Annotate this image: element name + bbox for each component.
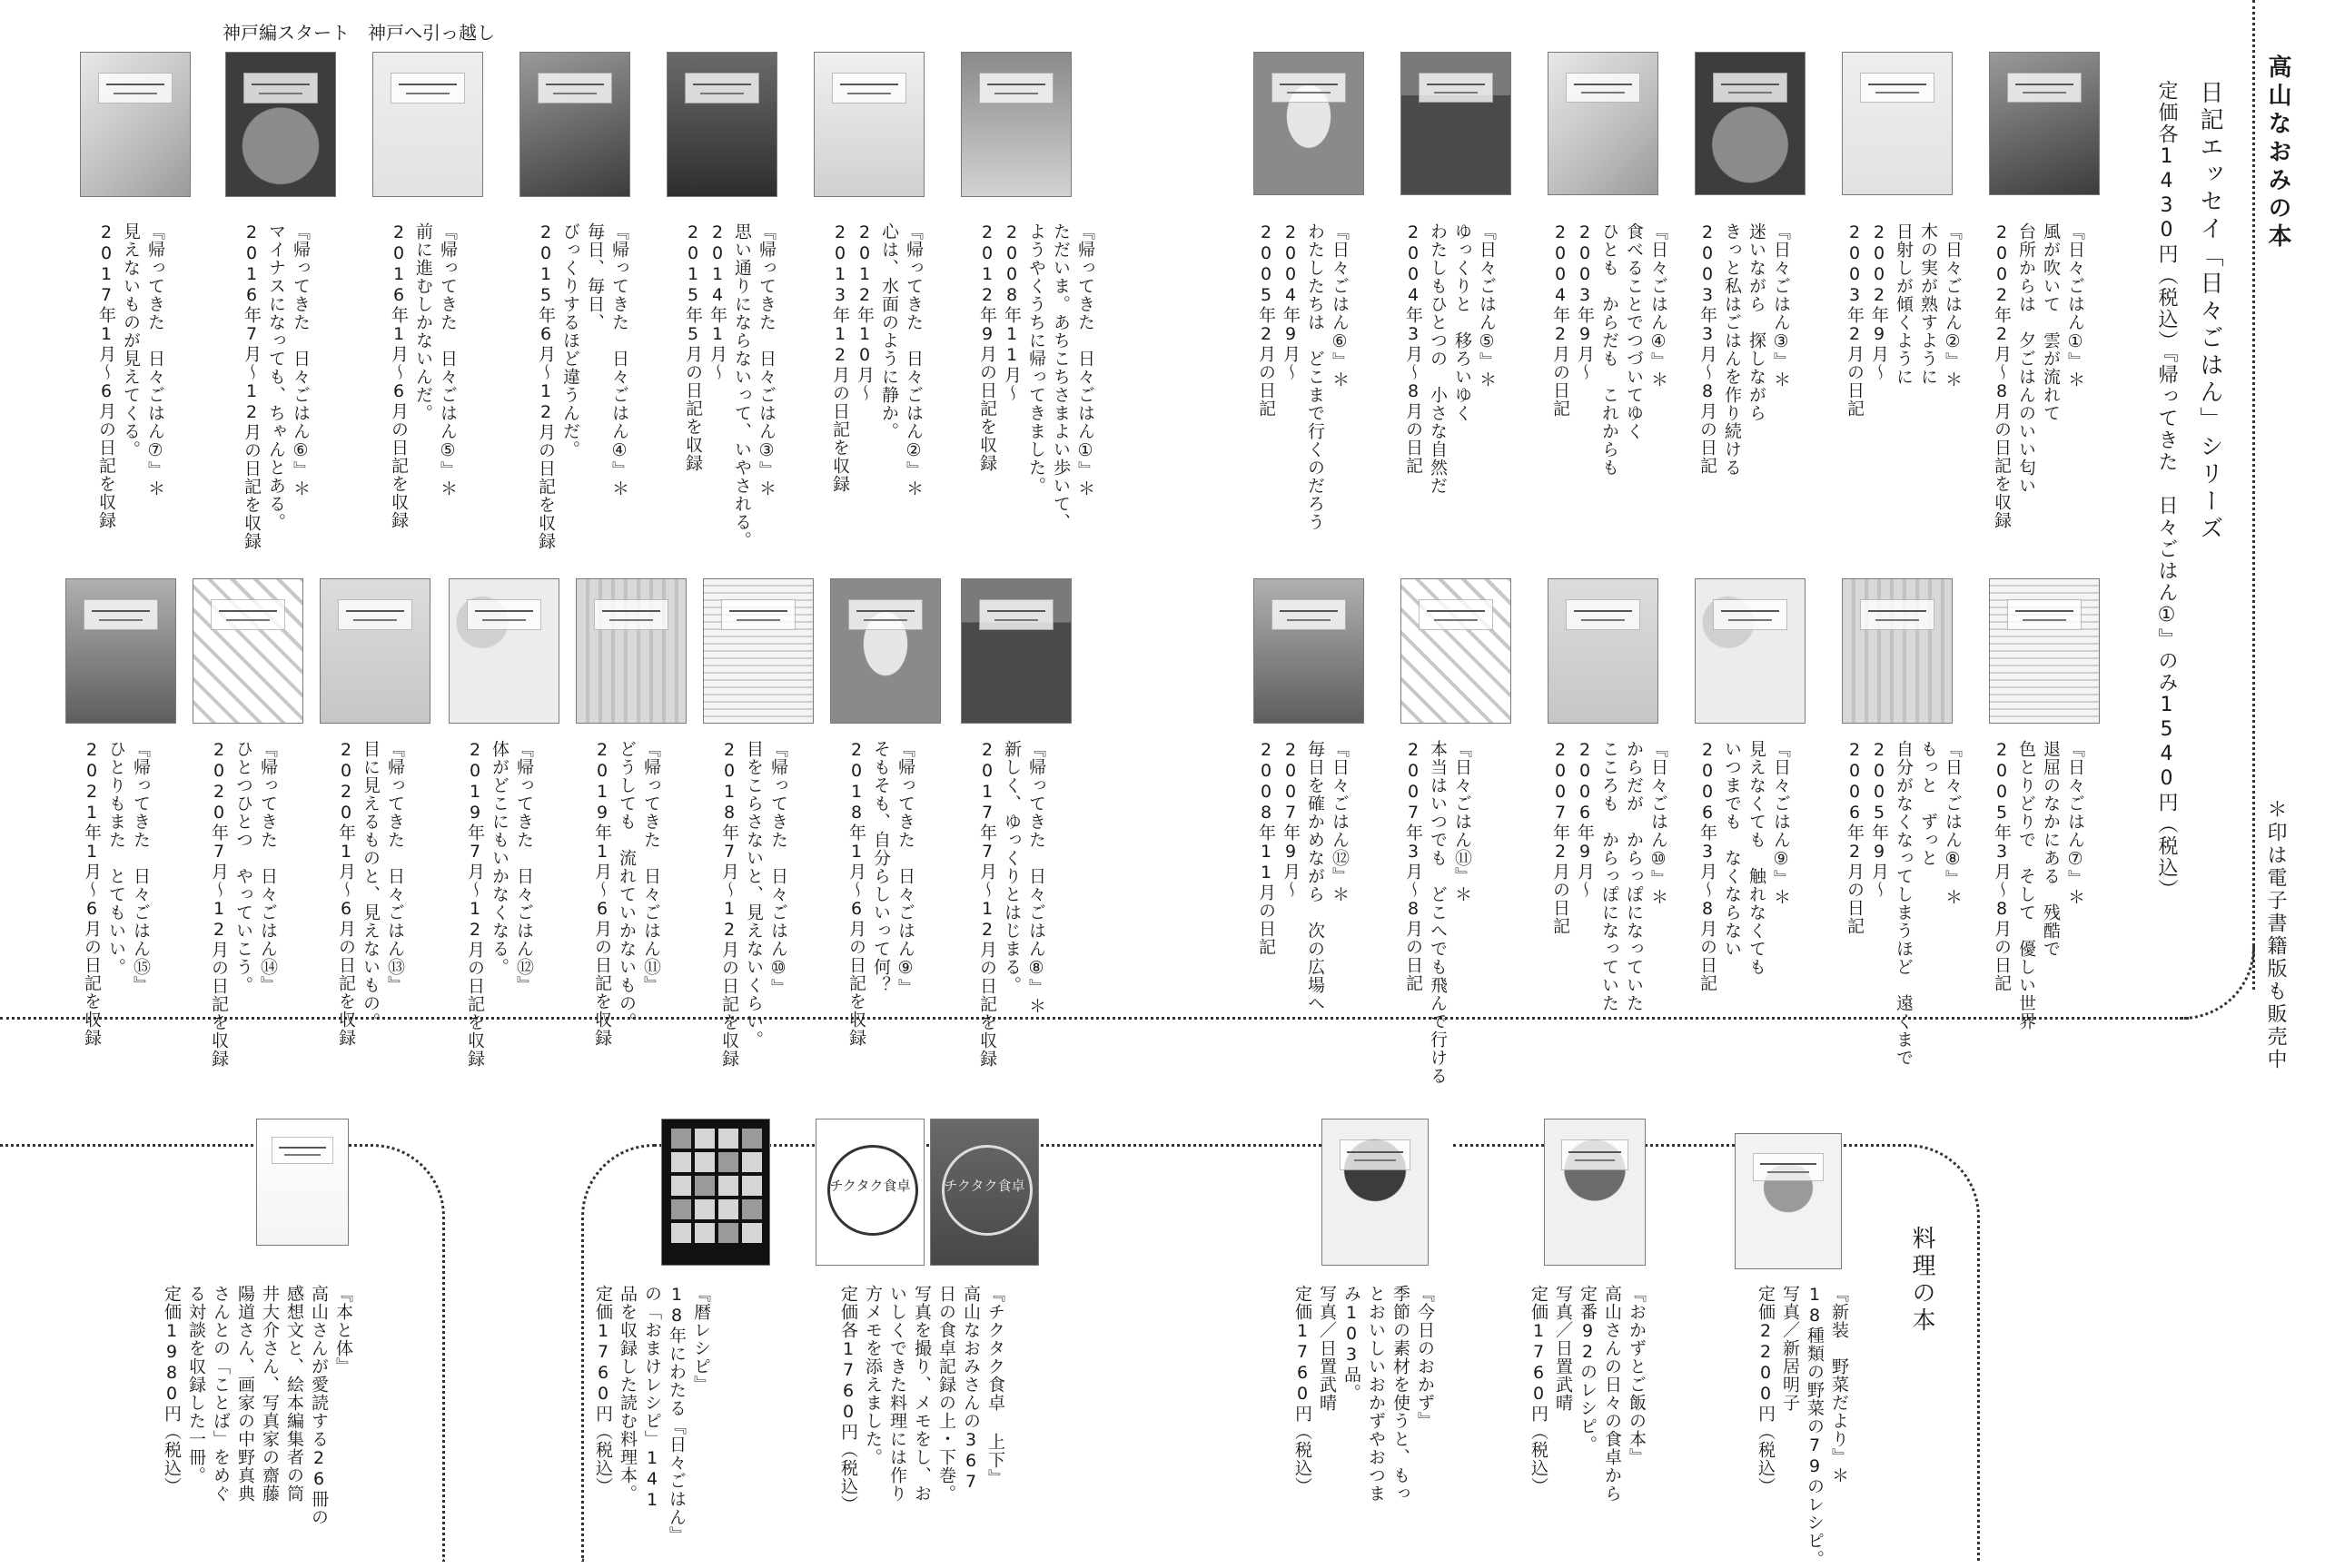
book-hibi-3-line: きっと私はごはんを作り続ける — [1722, 222, 1742, 477]
book-kaette-13 — [333, 740, 407, 1047]
series-title: 日記エッセイ「日々ごはん」シリーズ — [2196, 80, 2223, 543]
book-hibi-9 — [1695, 740, 1793, 992]
cover-chikutaku-jou[interactable] — [816, 1119, 925, 1266]
cover-kaette-11[interactable] — [576, 578, 687, 724]
cover-kaette-4[interactable] — [519, 52, 630, 197]
book-hibi-2-line: 日射しが傾くように — [1894, 222, 1914, 386]
cover-kaette-15[interactable] — [65, 578, 176, 724]
book-kaette-1-line: 2012年9月の日記を収録 — [977, 222, 997, 472]
book-hibi-11-line: 2007年3月〜8月の日記 — [1403, 740, 1423, 992]
label-cooking: 料理の本 — [1908, 1226, 1935, 1335]
book-chikutaku-line: 定価各1760円（税込） — [838, 1285, 858, 1514]
koyomi-grid-cell — [718, 1199, 738, 1219]
book-koyomi-line: 18年にわたる『日々ごはん』 — [667, 1285, 687, 1544]
book-okazu — [1526, 1285, 1648, 1503]
book-koyomi-title: 『暦レシピ』 — [691, 1285, 711, 1394]
book-hibi-5 — [1400, 222, 1499, 495]
cover-hibi-8[interactable] — [1842, 578, 1953, 724]
book-kaette-13-line: 2020年1月〜6月の日記を収録 — [336, 740, 356, 1047]
book-chikutaku-line: 方メモを添えました。 — [863, 1285, 883, 1466]
book-hibi-7-line: 色とりどりで そして 優しい世界 — [2016, 740, 2036, 1031]
cover-hibi-5[interactable] — [1400, 52, 1511, 195]
book-kaette-13-title: 『帰ってきた 日々ごはん⑬』 — [385, 740, 405, 994]
cover-hontokarada-title-plate — [272, 1137, 333, 1164]
cover-kaette-1-title-plate — [979, 73, 1054, 104]
book-kaette-13-line: 目に見えるものと、見えないもの。 — [361, 740, 381, 1031]
book-hibi-1 — [1989, 222, 2087, 529]
cover-hibi-7[interactable] — [1989, 578, 2100, 724]
book-hibi-4-line: 2004年2月の日記 — [1550, 222, 1570, 418]
book-kaette-12-line: 体がどこにもいかなくなる。 — [490, 740, 510, 976]
book-hibi-12-line: 毎日を確かめながら 次の広場へ — [1305, 740, 1325, 1012]
book-kaette-12 — [462, 740, 536, 1068]
book-hibi-2 — [1842, 222, 1964, 418]
cover-hibi-4[interactable] — [1548, 52, 1658, 195]
cover-hibi-7-title-plate — [2007, 599, 2082, 630]
book-yasai-line: 18種類の野菜の79のレシピ。 — [1805, 1285, 1825, 1568]
cover-hibi-5-title-plate — [1419, 73, 1493, 103]
book-kaette-6-line: マイナスになっても、ちゃんとある。 — [266, 222, 286, 531]
cover-yasai[interactable] — [1735, 1133, 1842, 1269]
book-koyomi-line: 定価1760円（税込） — [593, 1285, 613, 1495]
cover-kaette-5-title-plate — [391, 73, 465, 104]
book-yasai-line: 定価2200円（税込） — [1756, 1285, 1776, 1495]
book-kaette-15-line: 2021年1月〜6月の日記を収録 — [82, 740, 102, 1047]
book-hibi-10 — [1548, 740, 1670, 1012]
cover-hibi-2-title-plate — [1860, 73, 1934, 103]
cover-koyomi[interactable] — [661, 1119, 770, 1266]
book-hibi-6 — [1253, 222, 1351, 531]
book-hibi-11-title: 『日々ごはん⑪』＊ — [1452, 740, 1472, 903]
book-hibi-4-line: ひとも からだも これからも — [1599, 222, 1619, 477]
book-hibi-10-title: 『日々ごはん⑩』＊ — [1648, 740, 1668, 906]
book-hibi-5-line: わたしもひとつの 小さな自然だ — [1428, 222, 1448, 495]
book-kaette-2-line: 2012年10月〜 — [855, 222, 875, 402]
book-koyomi-line: の「おまけレシピ」141 — [642, 1285, 662, 1511]
koyomi-grid-cell — [695, 1223, 715, 1243]
book-kaette-10-line: 目をこらさないと、見えないくらい。 — [744, 740, 764, 1049]
cover-hibi-3[interactable] — [1695, 52, 1806, 195]
book-kaette-14-title: 『帰ってきた 日々ごはん⑭』 — [258, 740, 278, 994]
book-kaette-11-line: 2019年1月〜6月の日記を収録 — [592, 740, 612, 1047]
cover-kaette-1[interactable] — [961, 52, 1072, 197]
book-hibi-8-line: もっと ずっと — [1918, 740, 1938, 867]
book-kaette-3-title: 『帰ってきた 日々ごはん③』＊ — [757, 222, 777, 498]
book-kaette-1 — [975, 222, 1097, 531]
cover-hibi-1-title-plate — [2007, 73, 2082, 103]
book-hontokarada — [159, 1285, 355, 1526]
cover-hibi-11-title-plate — [1419, 599, 1493, 630]
koyomi-grid-cell — [742, 1152, 762, 1172]
book-kaette-1-line: ようやくうちに帰ってきました。 — [1026, 222, 1046, 495]
koyomi-grid-cell — [742, 1199, 762, 1219]
cover-kaette-10[interactable] — [703, 578, 814, 724]
book-hibi-7-line: 2005年3月〜8月の日記 — [1992, 740, 2012, 992]
book-kaette-14 — [206, 740, 280, 1068]
book-kaette-4-line: 2015年6月〜12月の日記を収録 — [536, 222, 556, 550]
cover-kaette-13[interactable] — [320, 578, 430, 724]
book-hibi-4 — [1548, 222, 1670, 477]
book-hibi-4-line: 2003年9月〜 — [1575, 222, 1595, 381]
book-kaette-2 — [827, 222, 925, 498]
label-kobe-move: 神戸へ引っ越し — [368, 22, 495, 44]
book-kaette-3-line: 2015年5月の日記を収録 — [683, 222, 703, 472]
book-hibi-8 — [1842, 740, 1964, 1067]
book-kaette-3-line: 思い通りにならないって、いやされる。 — [732, 222, 752, 549]
cover-hibi-3-title-plate — [1713, 73, 1787, 103]
koyomi-grid-cell — [742, 1176, 762, 1196]
book-hibi-3-line: 2003年3月〜8月の日記 — [1697, 222, 1717, 475]
book-hibi-5-line: ゆっくりと 移ろいゆく — [1452, 222, 1472, 422]
book-kaette-5-line: 2016年1月〜6月の日記を収録 — [389, 222, 409, 529]
koyomi-grid-cell — [742, 1223, 762, 1243]
book-hibi-3-line: 迷いながら 探しながら — [1746, 222, 1766, 422]
book-kaette-1-title: 『帰ってきた 日々ごはん①』＊ — [1075, 222, 1095, 498]
book-hibi-1-line: 風が吹いて 雲が流れて — [2041, 222, 2061, 422]
book-kaette-4-line: びっくりするほど違うんだ。 — [560, 222, 580, 459]
koyomi-grid-cell — [695, 1176, 715, 1196]
cover-hibi-2[interactable] — [1842, 52, 1953, 195]
cover-hibi-4-title-plate — [1566, 73, 1640, 103]
book-hibi-7 — [1989, 740, 2087, 1031]
book-kaette-6 — [239, 222, 312, 550]
book-kaette-10-line: 2018年7月〜12月の日記を収録 — [719, 740, 739, 1068]
book-kaette-5 — [386, 222, 460, 529]
chikutaku-cover-text: チクタク食卓 — [944, 1178, 1025, 1194]
book-kaette-5-title: 『帰ってきた 日々ごはん⑤』＊ — [438, 222, 458, 498]
book-hontokarada-line: 定価1980円（税込） — [162, 1285, 182, 1495]
cover-kaette-13-title-plate — [338, 599, 412, 630]
book-hontokarada-line: る対談を収録した一冊。 — [186, 1285, 206, 1484]
book-kyou — [1290, 1285, 1437, 1503]
book-okazu-line: 定価1760円（税込） — [1529, 1285, 1548, 1495]
cover-kaette-7[interactable] — [80, 52, 191, 197]
book-kaette-7-title: 『帰ってきた 日々ごはん⑦』＊ — [145, 222, 165, 498]
book-kaette-9-title: 『帰ってきた 日々ごはん⑨』 — [895, 740, 915, 997]
book-chikutaku-line: 日の食卓記録の上・下巻。 — [936, 1285, 956, 1503]
koyomi-grid-cell — [695, 1129, 715, 1149]
cover-kaette-8[interactable] — [961, 578, 1072, 724]
book-kaette-7-line: 見えないものが見えてくる。 — [121, 222, 141, 459]
cover-hibi-9-title-plate — [1713, 599, 1787, 630]
cover-kyou-title-plate — [1340, 1139, 1411, 1170]
book-hibi-9-title: 『日々ごはん⑨』＊ — [1771, 740, 1791, 906]
book-kaette-9-line: 2018年1月〜6月の日記を収録 — [846, 740, 866, 1047]
book-kaette-11-line: どうしても 流れていかないもの。 — [617, 740, 637, 1031]
book-chikutaku-line: いしくできた料理には作り — [887, 1285, 907, 1503]
cover-okazu-title-plate — [1561, 1139, 1629, 1170]
book-kaette-5-line: 前に進むしかないんだ。 — [413, 222, 433, 422]
book-hontokarada-line: 井大介さん、写真家の齋藤 — [260, 1285, 280, 1503]
book-kyou-line: 季節の素材を使うと、もっ — [1390, 1285, 1410, 1503]
book-kaette-3-line: 2014年1月〜 — [707, 222, 727, 381]
book-chikutaku-title: 『チクタク食卓 上下』 — [985, 1285, 1005, 1487]
book-kaette-10-title: 『帰ってきた 日々ごはん⑩』 — [768, 740, 788, 997]
cover-kaette-3-title-plate — [685, 73, 759, 104]
book-kaette-8-title: 『帰ってきた 日々ごはん⑧』＊ — [1026, 740, 1046, 1015]
koyomi-grid-cell — [671, 1223, 691, 1243]
cover-hibi-12[interactable] — [1253, 578, 1364, 724]
book-hibi-8-line: 2006年2月の日記 — [1845, 740, 1865, 935]
book-hibi-3-title: 『日々ごはん③』＊ — [1771, 222, 1791, 389]
book-hibi-12-line: 2007年9月〜 — [1281, 740, 1301, 899]
book-hibi-8-line: 自分がなくなってしまうほど 遠くまで — [1894, 740, 1914, 1067]
frame-right-dotted — [2252, 0, 2255, 990]
label-kobe-start: 神戸編スタート — [223, 22, 350, 44]
cover-kaette-12[interactable] — [449, 578, 559, 724]
koyomi-grid-cell — [671, 1152, 691, 1172]
side-note: ＊印は電子書籍版も販売中 — [2264, 799, 2287, 1071]
book-kaette-6-title: 『帰ってきた 日々ごはん⑥』＊ — [291, 222, 311, 498]
series-price: 定価各1430円（税込）『帰ってきた 日々ごはん①』のみ1540円（税込） — [2155, 80, 2178, 901]
book-kaette-7-line: 2017年1月〜6月の日記を収録 — [96, 222, 116, 529]
book-hibi-10-line: 2006年9月〜 — [1575, 740, 1595, 899]
book-kaette-2-title: 『帰ってきた 日々ごはん②』＊ — [904, 222, 924, 498]
koyomi-grid-cell — [718, 1129, 738, 1149]
book-hibi-12 — [1253, 740, 1351, 1012]
frame-right-curve — [2180, 944, 2255, 1020]
book-hibi-2-title: 『日々ごはん②』＊ — [1943, 222, 1963, 389]
book-hontokarada-title: 『本と体』 — [333, 1285, 353, 1376]
cover-hibi-10-title-plate — [1566, 599, 1640, 630]
book-kaette-9-line: そもそも、自分らしいって何？ — [871, 740, 891, 994]
book-hibi-10-line: 2007年2月の日記 — [1550, 740, 1570, 935]
book-hibi-10-line: からだが からっぽになっていた — [1624, 740, 1644, 1012]
cover-hibi-11[interactable] — [1400, 578, 1511, 724]
book-kaette-1-line: 2008年11月〜 — [1002, 222, 1022, 402]
cover-kyou[interactable] — [1321, 1119, 1429, 1266]
book-kaette-15 — [79, 740, 153, 1047]
book-chikutaku-line: 高山なおみさんの367 — [961, 1285, 981, 1493]
cover-kaette-8-title-plate — [979, 599, 1054, 630]
koyomi-grid-cell — [671, 1129, 691, 1149]
book-kaette-11 — [589, 740, 663, 1047]
book-hibi-2-line: 木の実が熟すように — [1918, 222, 1938, 386]
book-kaette-8-line: 新しく、ゆっくりとはじまる。 — [1002, 740, 1022, 994]
book-yasai-title: 『新装 野菜だより』＊ — [1829, 1285, 1849, 1484]
book-koyomi-line: 品を収録した読む料理本。 — [618, 1285, 638, 1503]
book-kaette-14-line: 2020年7月〜12月の日記を収録 — [209, 740, 229, 1068]
cover-hibi-12-title-plate — [1271, 599, 1346, 630]
cover-kaette-9-title-plate — [848, 599, 923, 630]
book-kyou-line: とおいしいおかずやおつま — [1366, 1285, 1386, 1503]
book-hibi-3 — [1695, 222, 1793, 477]
book-kyou-title: 『今日のおかず』 — [1415, 1285, 1435, 1430]
cover-hibi-10[interactable] — [1548, 578, 1658, 724]
cover-hibi-6-title-plate — [1271, 73, 1346, 103]
cover-hibi-9[interactable] — [1695, 578, 1806, 724]
book-kyou-line: み103品。 — [1341, 1285, 1361, 1402]
book-kaette-8-line: 2017年7月〜12月の日記を収録 — [977, 740, 997, 1068]
cover-kaette-14[interactable] — [193, 578, 303, 724]
cover-kaette-6[interactable] — [225, 52, 336, 197]
book-kaette-4-line: 毎日、毎日、 — [585, 222, 605, 331]
cover-hibi-1[interactable] — [1989, 52, 2100, 195]
book-kaette-2-line: 心は、水面のように静か。 — [879, 222, 899, 440]
book-hibi-11 — [1400, 740, 1474, 1085]
book-hontokarada-line: 高山さんが愛読する26冊の — [309, 1285, 329, 1526]
book-hibi-1-title: 『日々ごはん①』＊ — [2065, 222, 2085, 389]
book-hibi-2-line: 2003年2月の日記 — [1845, 222, 1865, 418]
cover-okazu[interactable] — [1544, 1119, 1646, 1266]
cover-hibi-6[interactable] — [1253, 52, 1364, 195]
book-hibi-10-line: こころも からっぽになっていた — [1599, 740, 1619, 1012]
cover-kaette-4-title-plate — [538, 73, 612, 104]
book-kaette-6-line: 2016年7月〜12月の日記を収録 — [242, 222, 262, 550]
book-hibi-6-title: 『日々ごはん⑥』＊ — [1330, 222, 1350, 389]
book-hontokarada-line: 陽道さん、画家の中野真典 — [235, 1285, 255, 1503]
koyomi-grid-cell — [671, 1176, 691, 1196]
koyomi-grid-cell — [718, 1152, 738, 1172]
book-okazu-line: 定番92のレシピ。 — [1578, 1285, 1598, 1454]
cover-yasai-title-plate — [1753, 1153, 1825, 1182]
book-kaette-12-title: 『帰ってきた 日々ごはん⑫』 — [514, 740, 534, 994]
book-kaette-10 — [717, 740, 790, 1068]
book-yasai-line: 写真／新居明子 — [1780, 1285, 1800, 1412]
book-kaette-1-line: ただいま。あちこちさまよい歩いて、 — [1051, 222, 1071, 531]
book-hibi-9-line: いつまでも なくならない — [1722, 740, 1742, 958]
cover-kaette-2-title-plate — [832, 73, 906, 104]
koyomi-grid-cell — [718, 1176, 738, 1196]
book-okazu-line: 高山さんの日々の食卓から — [1602, 1285, 1622, 1503]
book-hibi-5-line: 2004年3月〜8月の日記 — [1403, 222, 1423, 475]
book-hibi-6-line: 2005年2月の日記 — [1256, 222, 1276, 418]
cover-chikutaku-ge[interactable] — [930, 1119, 1039, 1266]
book-kaette-7 — [94, 222, 167, 529]
book-hibi-8-line: 2005年9月〜 — [1869, 740, 1889, 899]
cover-kaette-12-title-plate — [467, 599, 541, 630]
book-kaette-15-line: ひとりもまた とてもいい。 — [106, 740, 126, 976]
book-kaette-9 — [844, 740, 917, 1047]
book-chikutaku-line: 写真を撮り、メモをし、お — [912, 1285, 932, 1503]
book-hibi-1-line: 台所からは 夕ごはんのいい匂い — [2016, 222, 2036, 495]
chikutaku-cover-text: チクタク食卓 — [829, 1178, 911, 1194]
book-hibi-4-line: 食べることでつづいてゆく — [1624, 222, 1644, 440]
book-chikutaku — [836, 1285, 1007, 1514]
cover-kaette-15-title-plate — [84, 599, 158, 630]
book-hibi-4-title: 『日々ごはん④』＊ — [1648, 222, 1668, 389]
book-hibi-12-line: 2008年11月の日記 — [1256, 740, 1276, 956]
book-hibi-2-line: 2002年9月〜 — [1869, 222, 1889, 381]
book-hibi-12-title: 『日々ごはん⑫』＊ — [1330, 740, 1350, 903]
book-hibi-9-line: 見えなくても 触れなくても — [1746, 740, 1766, 976]
book-hibi-11-line: 本当はいつでも どこへでも飛んで行ける — [1428, 740, 1448, 1085]
cover-kaette-3[interactable] — [667, 52, 777, 197]
book-kaette-3 — [680, 222, 778, 549]
koyomi-grid-cell — [718, 1223, 738, 1243]
book-hibi-6-line: 2004年9月〜 — [1281, 222, 1301, 381]
cover-kaette-5[interactable] — [372, 52, 483, 197]
cover-hibi-8-title-plate — [1860, 599, 1934, 630]
book-kaette-15-title: 『帰ってきた 日々ごはん⑮』 — [131, 740, 151, 994]
cover-kaette-14-title-plate — [211, 599, 285, 630]
book-okazu-title: 『おかずとご飯の本』 — [1627, 1285, 1647, 1466]
book-hibi-8-title: 『日々ごはん⑧』＊ — [1943, 740, 1963, 906]
book-hibi-7-title: 『日々ごはん⑦』＊ — [2065, 740, 2085, 906]
book-kaette-4-title: 『帰ってきた 日々ごはん④』＊ — [609, 222, 629, 498]
book-hibi-1-line: 2002年2月〜8月の日記を収録 — [1992, 222, 2012, 529]
cover-hontokarada[interactable] — [256, 1119, 349, 1246]
book-koyomi — [590, 1285, 713, 1544]
book-hontokarada-line: 感想文と、絵本編集者の筒 — [284, 1285, 304, 1503]
koyomi-grid-cell — [742, 1129, 762, 1149]
book-kaette-8 — [975, 740, 1048, 1068]
book-hibi-5-title: 『日々ごはん⑤』＊ — [1477, 222, 1497, 389]
book-kaette-12-line: 2019年7月〜12月の日記を収録 — [465, 740, 485, 1068]
book-kaette-11-title: 『帰ってきた 日々ごはん⑪』 — [641, 740, 661, 994]
book-kyou-line: 定価1760円（税込） — [1292, 1285, 1312, 1495]
book-kaette-14-line: ひとつひとつ やっていこう。 — [233, 740, 253, 994]
cover-kaette-2[interactable] — [814, 52, 925, 197]
cover-kaette-6-title-plate — [243, 73, 318, 104]
book-kaette-4 — [533, 222, 631, 550]
book-hibi-9-line: 2006年3月〜8月の日記 — [1697, 740, 1717, 992]
book-hibi-7-line: 退屈のなかにある 残酷で — [2041, 740, 2061, 958]
koyomi-grid-cell — [695, 1152, 715, 1172]
book-hontokarada-line: さんとの「ことば」をめぐ — [211, 1285, 231, 1503]
book-okazu-line: 写真／日置武晴 — [1553, 1285, 1573, 1412]
cover-kaette-9[interactable] — [830, 578, 941, 724]
side-title: 高山なおみの本 — [2264, 54, 2291, 251]
book-kaette-2-line: 2013年12月の日記を収録 — [830, 222, 850, 493]
book-kyou-line: 写真／日置武晴 — [1317, 1285, 1337, 1412]
cover-kaette-7-title-plate — [98, 73, 173, 104]
koyomi-grid-cell — [671, 1199, 691, 1219]
cover-kaette-10-title-plate — [721, 599, 796, 630]
koyomi-grid-cell — [695, 1199, 715, 1219]
book-yasai — [1753, 1285, 1851, 1568]
book-hibi-6-line: わたしたちは どこまで行くのだろう — [1305, 222, 1325, 531]
cover-kaette-11-title-plate — [594, 599, 668, 630]
